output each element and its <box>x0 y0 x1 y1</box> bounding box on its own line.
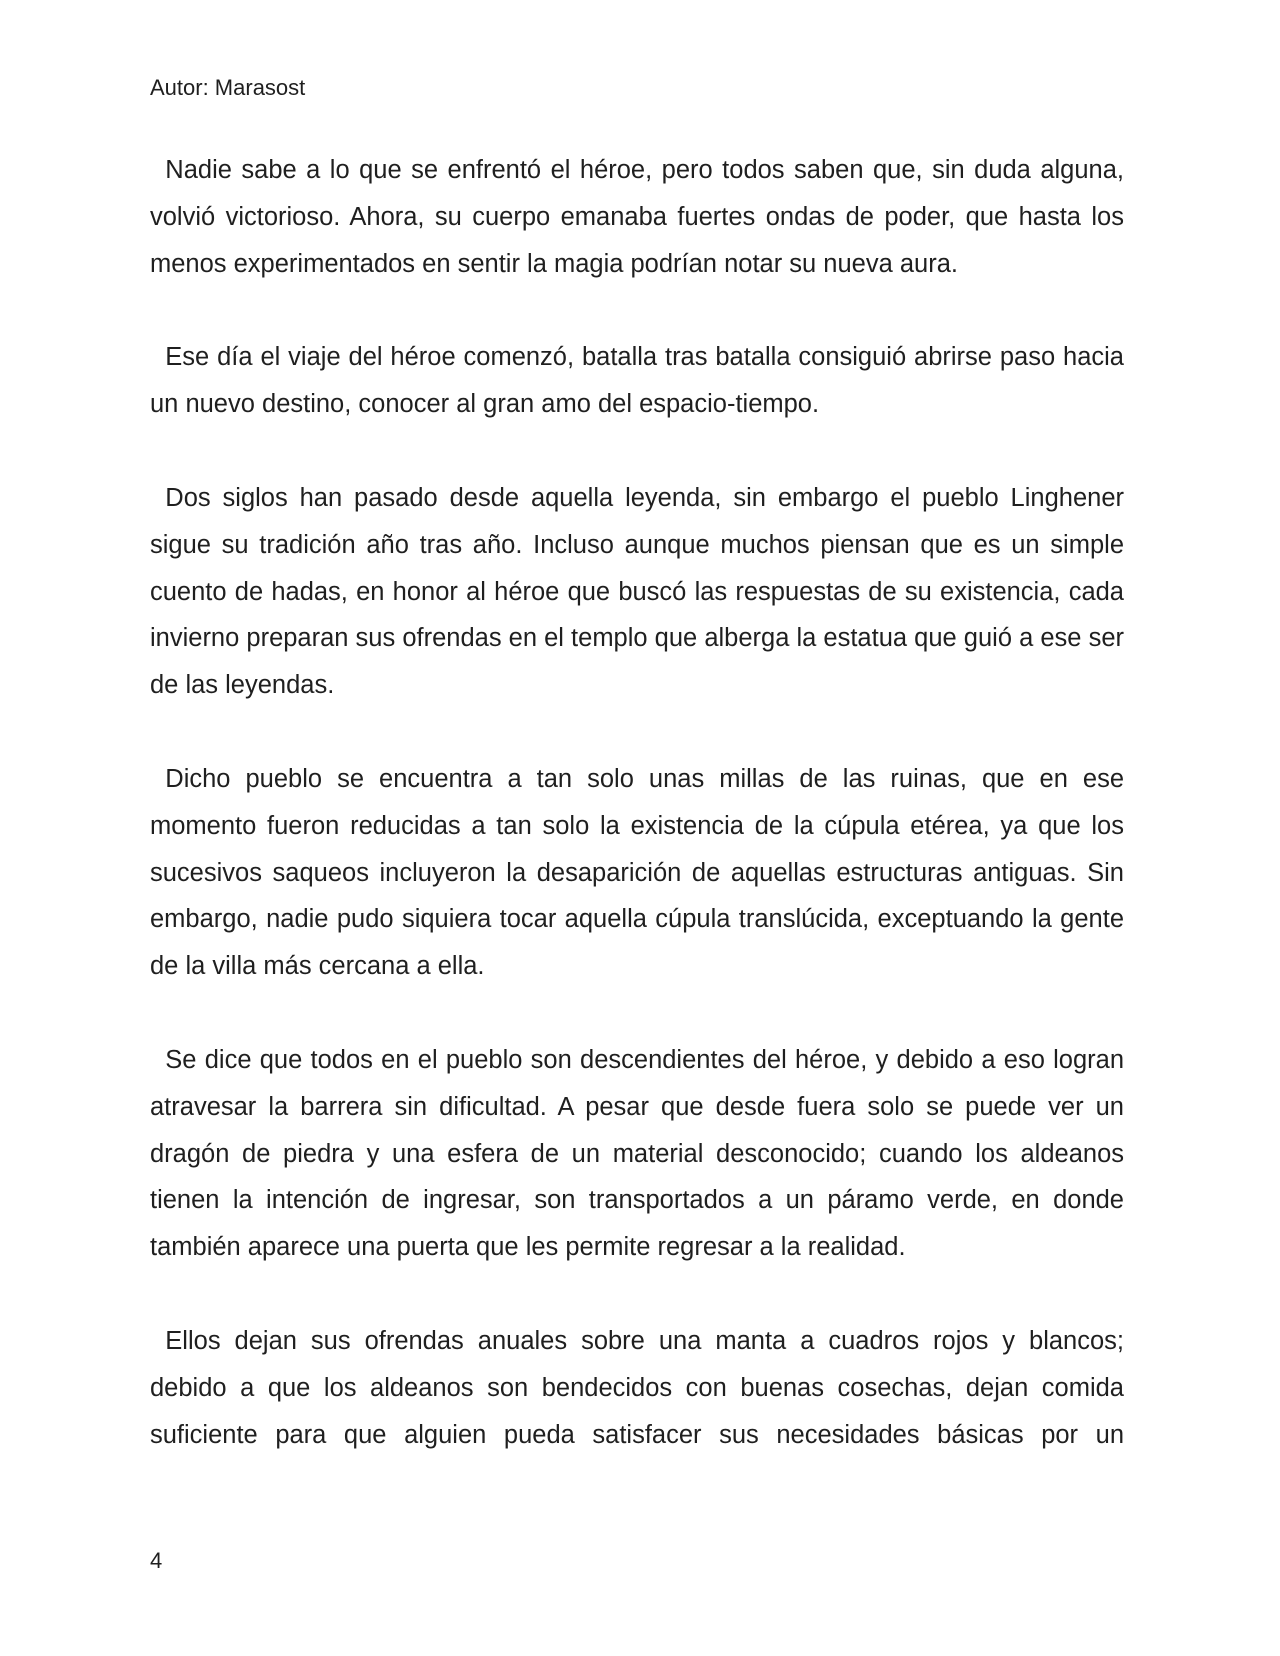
paragraph: Se dice que todos en el pueblo son descendientes del héroe, y debido a eso logran atravesar la barrera sin dificultad. A pesar que desde fuera solo se puede ver un dragón de piedra y una esfera de un material desconocido; cuando los aldeanos tienen la intención de ingresar, son transportados a un páramo verde, en donde también aparece una puerta que les permite regresar a la realidad. <box>150 1045 1124 1262</box>
paragraph: Nadie sabe a lo que se enfrentó el héroe, pero todos saben que, sin duda alguna, volvió victorioso. Ahora, su cuerpo emanaba fuertes ondas de poder, que hasta los menos experimentados en sentir la magia podrían notar su nueva aura. <box>150 156 1124 278</box>
paragraph: Ellos dejan sus ofrendas anuales sobre una manta a cuadros rojos y blancos; debido a que los aldeanos son bendecidos con buenas cosechas, dejan comida suficiente para que alguien pueda satisfacer sus necesidades básicas por un <box>150 1326 1124 1449</box>
author-header: Autor: Marasost <box>150 75 306 100</box>
body-text <box>150 147 1124 1458</box>
paragraph: Ese día el viaje del héroe comenzó, batalla tras batalla consiguió abrirse paso hacia un nuevo destino, conocer al gran amo del espacio-tiempo. <box>150 343 1124 419</box>
paragraph: Dicho pueblo se encuentra a tan solo unas millas de las ruinas, que en ese momento fueron reducidas a tan solo la existencia de la cúpula etérea, ya que los sucesivos saqueos incluyeron la desaparición de aquellas estructuras antiguas. Sin embargo, nadie pudo siquiera tocar aquella cúpula translúcida, exceptuando la gente de la villa más cercana a ella. <box>150 764 1124 981</box>
page-number: 4 <box>150 1548 163 1573</box>
paragraph: Dos siglos han pasado desde aquella leyenda, sin embargo el pueblo Linghener sigue su tradición año tras año. Incluso aunque muchos piensan que es un simple cuento de hadas, en honor al héroe que buscó las respuestas de su existencia, cada invierno preparan sus ofrendas en el templo que alberga la estatua que guió a ese ser de las leyendas. <box>150 483 1124 700</box>
